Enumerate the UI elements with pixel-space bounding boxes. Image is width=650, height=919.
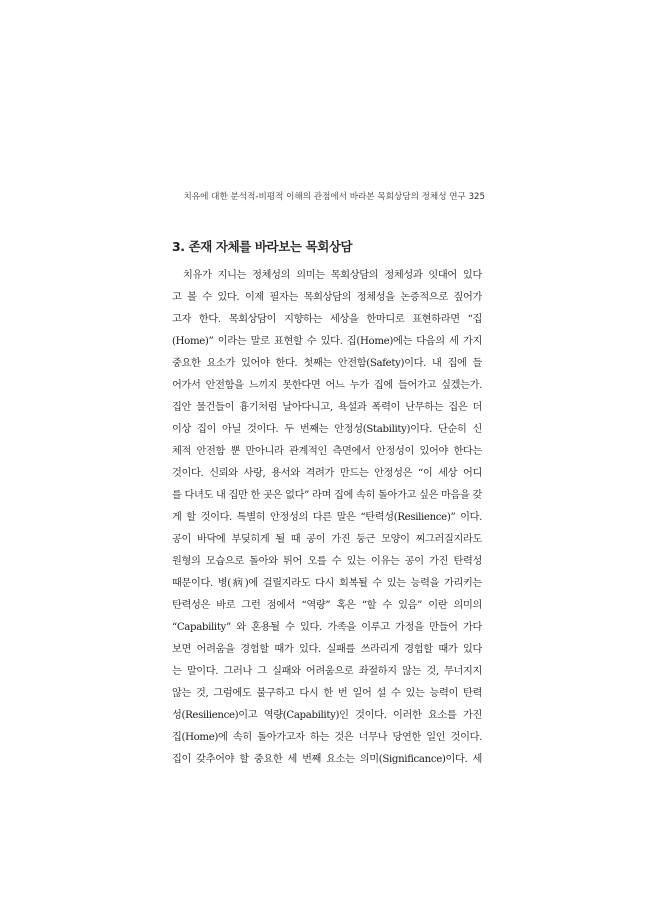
text-line: 를 다녀도 내 집만 한 곳은 없다” 라며 집에 속히 돌아가고 싶은 마음을 갖 [172,490,482,501]
text-line: 체적 안전함 뿐 만아니라 관계적인 측면에서 안정성이 있어야 한다는 [172,446,482,457]
text-line: 는 말이다. 그러나 그 실패와 어려움으로 좌절하지 않는 것, 무너지지 [172,666,482,677]
text-line: 탄력성은 바로 그런 점에서 “역량” 혹은 “할 수 있음” 이란 의미의 [172,600,482,611]
text-line: 원형의 모습으로 돌아와 튀어 오를 수 있는 이유는 공이 가진 탄력성 [172,556,482,567]
running-header: 치유에 대한 분석적-비평적 이해의 관점에서 바라본 목회상담의 정체성 연구 325 [183,192,485,202]
text-line: 이상 집이 아닐 것이다. 두 번째는 안정성(Stability)이다. 단순히 신 [172,424,482,435]
text-line: 치유가 지니는 정체성의 의미는 목회상담의 정체성과 잇대어 있다 [183,270,482,281]
text-line: “Capability” 와 혼용될 수 있다. 가족을 이루고 가정을 만들어 가다 [172,622,482,633]
text-line: 집이 갖추어야 할 중요한 세 번째 요소는 의미(Significance)이다. 세 [172,754,482,765]
text-line: 집안 물건들이 흉기처럼 날아다니고, 욕설과 폭력이 난무하는 집은 더 [172,402,482,413]
text-line: 고자 한다. 목회상담이 지향하는 세상을 한마디로 표현하라면 “집 [172,314,482,325]
text-line: 때문이다. 병(病)에 걸릴지라도 다시 회복될 수 있는 능력을 가리키는 [172,578,482,589]
text-line: 공이 바닥에 부딪히게 될 때 공이 가진 둥근 모양이 찌그러질지라도 [172,534,482,545]
text-line: 것이다. 신뢰와 사랑, 용서와 격려가 만드는 안정성은 “이 세상 어디 [172,468,482,479]
body-paragraph [172,265,482,771]
text-line: 보면 어려움을 경험할 때가 있다. 실패를 쓰라리게 경험할 때가 있다 [172,644,482,655]
text-line: 성(Resilience)이고 역량(Capability)인 것이다. 이러한 요소를 가진 [172,710,482,721]
text-line: 않는 것, 그럼에도 불구하고 다시 한 번 일어 설 수 있는 능력이 탄력 [172,688,482,699]
text-line: 중요한 요소가 있어야 한다. 첫째는 안전함(Safety)이다. 내 집에 들 [172,358,482,369]
text-line: 고 볼 수 있다. 이제 필자는 목회상담의 정체성을 논증적으로 짚어가 [172,292,482,303]
text-line: 어가서 안전함을 느끼지 못한다면 어느 누가 집에 들어가고 싶겠는가. [172,380,482,391]
text-line: 집(Home)에 속히 돌아가고자 하는 것은 너무나 당연한 일인 것이다. [172,732,482,743]
text-line: (Home)” 이라는 말로 표현할 수 있다. 집(Home)에는 다음의 세 가지 [172,336,482,347]
section-heading: 3. 존재 자체를 바라보는 목회상담 [172,239,353,254]
text-line: 게 할 것이다. 특별히 안정성의 다른 말은 “탄력성(Resilience)” 이다. [172,512,482,523]
